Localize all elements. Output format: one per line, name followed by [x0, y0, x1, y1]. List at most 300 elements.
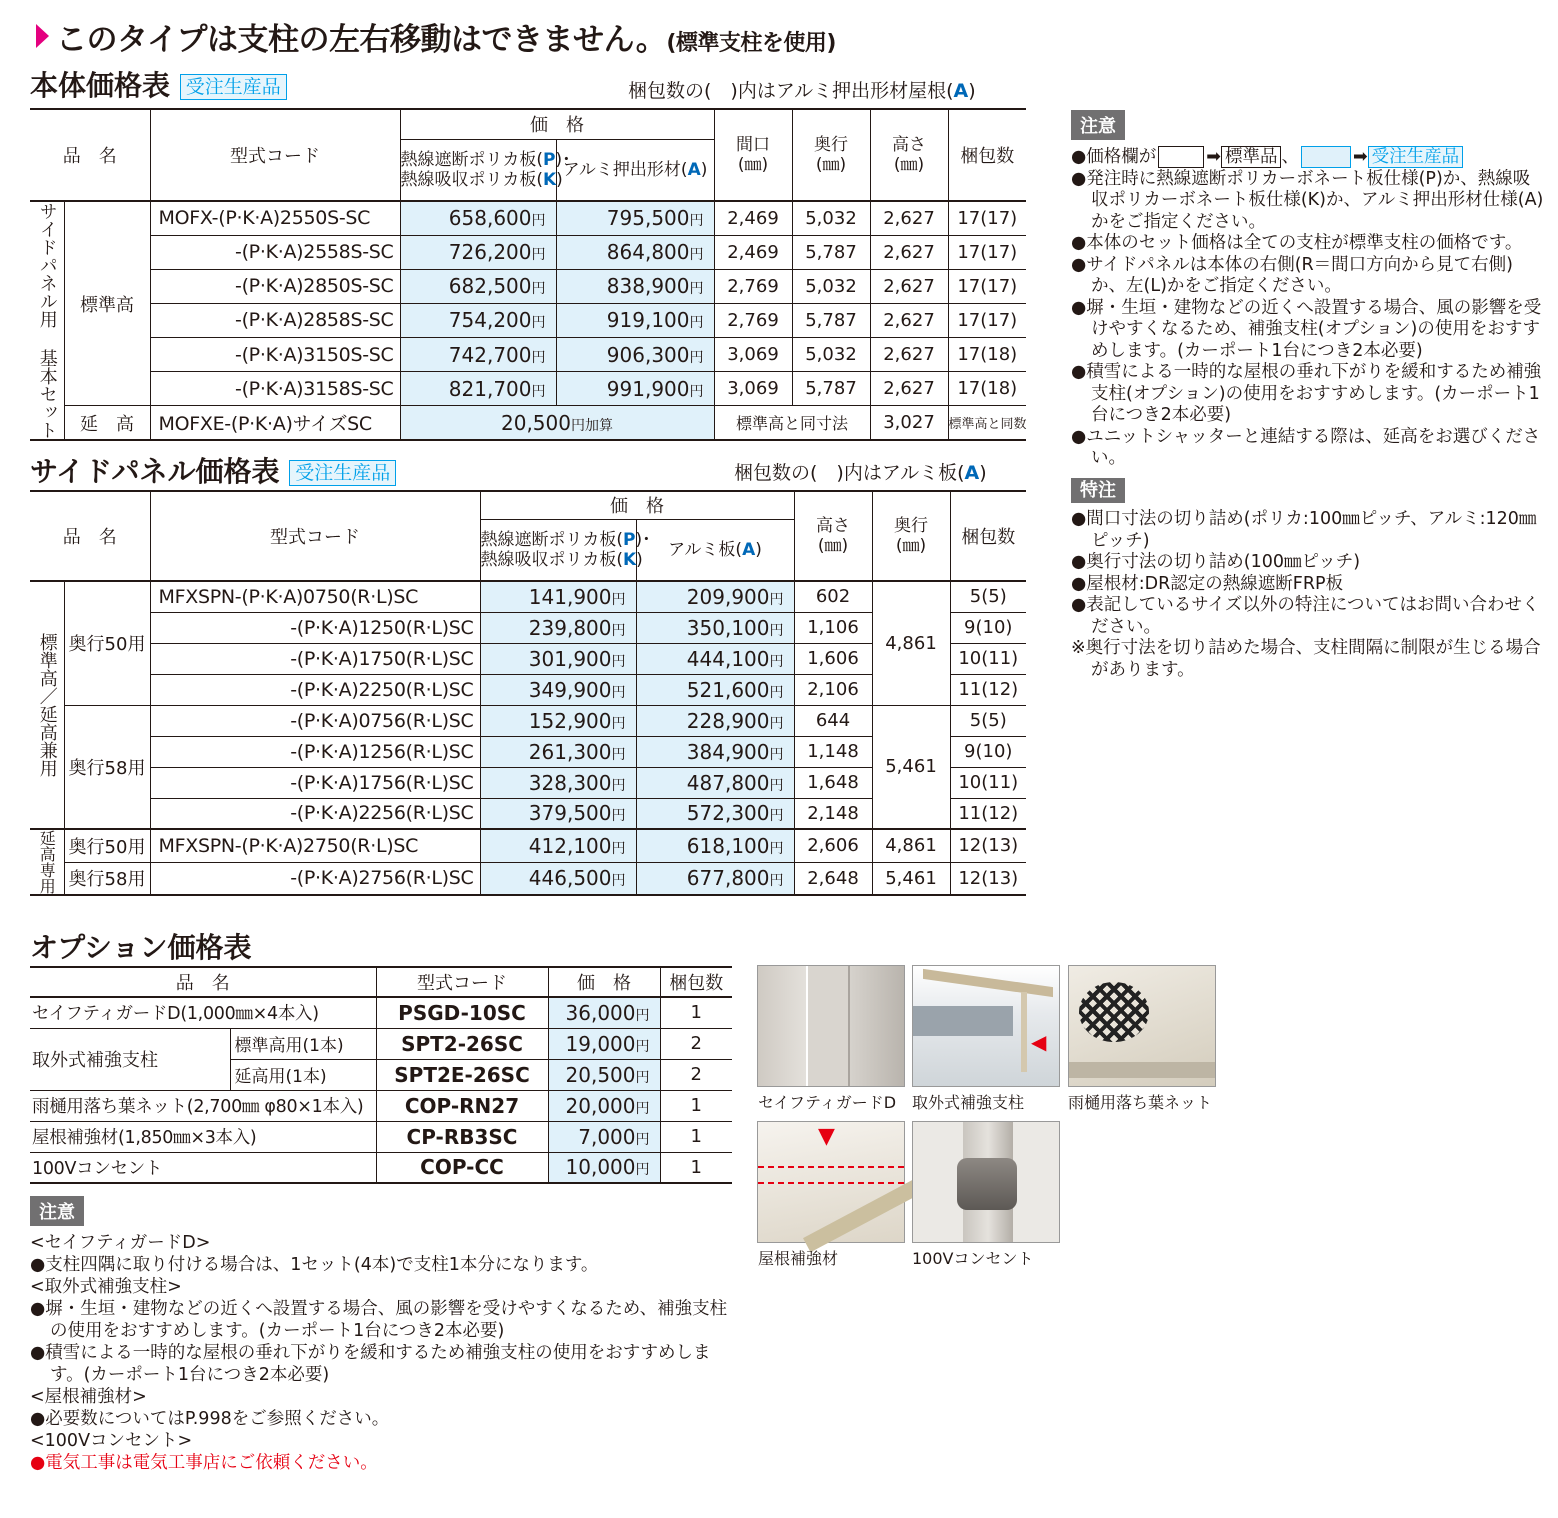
note-item: ●本体のセット価格は全ての支柱が標準支柱の価格です。: [1071, 233, 1523, 253]
pkg-count: 10(11): [950, 767, 1026, 798]
side-hdr-poly1: 熱線遮断ポリカ板(: [480, 529, 623, 550]
special-order-item: ●屋根材:DR認定の熱線遮断FRP板: [1071, 573, 1344, 594]
pkg-note-text: 梱包数の( )内はアルミ押出形材屋根(: [628, 80, 954, 102]
right-notes: [1071, 146, 1547, 681]
pkg-count: 17(17): [948, 235, 1026, 269]
note-item: ●ユニットシャッターと連結する際は、延高をお選びください。: [1071, 426, 1541, 468]
header-pkg: 梱包数: [948, 109, 1026, 201]
option-row: [30, 997, 732, 1028]
table-row-extended: [30, 862, 1026, 895]
yen-unit: 円: [635, 1162, 650, 1179]
hdr-a: A: [687, 159, 701, 180]
price-poly: [480, 829, 636, 862]
special-order-tag-box: [1071, 478, 1547, 504]
red-down-arrow-icon: ▼: [818, 1124, 835, 1149]
right-note-items: [1071, 169, 1547, 470]
dim-d: 5,787: [792, 303, 870, 337]
model-code: -(P·K·A)3150S-SC: [150, 338, 400, 372]
model-code: CP-RB3SC: [376, 1121, 548, 1152]
special-order-tag: 特注: [1071, 478, 1125, 504]
special-order-items: [1071, 509, 1547, 681]
option-table-body: [30, 997, 732, 1183]
dim-d: 5,032: [792, 338, 870, 372]
yen-unit: 円: [611, 591, 626, 608]
hdr-k: K: [542, 169, 557, 190]
photo-leaf-net: [1068, 965, 1216, 1087]
option-row: [30, 1121, 732, 1152]
price-alu-value: 838,900: [606, 274, 690, 299]
side-header-name: 品 名: [30, 491, 150, 581]
photo-roof-reinforcement: [757, 1121, 905, 1243]
yen-unit: 円: [769, 591, 784, 608]
dim-h: 1,648: [794, 767, 872, 798]
price-alu-value: 487,800: [686, 770, 770, 795]
headline-arrow-icon: [36, 24, 49, 48]
option-price-value: 19,000: [565, 1031, 636, 1056]
side-table-title: [30, 450, 396, 490]
model-code: -(P·K·A)1750(R·L)SC: [150, 643, 480, 674]
price-poly-value: 239,800: [528, 615, 612, 640]
subgroup-depth: 奥行50用: [64, 829, 150, 862]
price-poly: [480, 862, 636, 895]
dim-h: 2,106: [794, 674, 872, 705]
dim-h: 2,627: [870, 303, 948, 337]
dim-w: 3,069: [714, 338, 792, 372]
side-hdr-poly1-end: )･: [635, 529, 651, 550]
price-poly-value: 726,200: [448, 240, 532, 265]
price-alu: [636, 829, 794, 862]
subgroup-depth: 奥行58用: [64, 862, 150, 895]
price-alu: [556, 372, 714, 406]
opt-header-code: 型式コード: [376, 967, 548, 997]
table-row: [30, 303, 1026, 337]
side-pkg-note-text: 梱包数の( )内はアルミ板(: [734, 462, 965, 484]
yen-unit: 円: [635, 1069, 650, 1086]
dim-w: 2,469: [714, 235, 792, 269]
price-poly: [480, 736, 636, 767]
pkg-count: 2: [660, 1028, 732, 1059]
model-code: -(P·K·A)0756(R·L)SC: [150, 705, 480, 736]
caption-safety-guard: セイフティガードD: [758, 1093, 897, 1112]
hdr-p: P: [542, 149, 556, 170]
model-code: MOFX-(P·K·A)2550S-SC: [150, 201, 400, 235]
price-poly: [480, 767, 636, 798]
header-poly: [400, 139, 571, 201]
price-poly-value: 446,500: [528, 866, 612, 891]
header-width-text: 間口: [736, 135, 770, 155]
pkg-count: 標準高と同数: [948, 406, 1026, 440]
model-code: -(P·K·A)1256(R·L)SC: [150, 736, 480, 767]
price-poly: [400, 338, 556, 372]
caption-leaf-net: 雨樋用落ち葉ネット: [1068, 1093, 1213, 1112]
special-order-item: ※奥行寸法を切り詰めた場合、支柱間隔に制限が生じる場合があります。: [1071, 638, 1541, 680]
model-code: MOFXE-(P·K·A)サイズSC: [150, 406, 400, 440]
yen-unit: 円: [635, 1007, 650, 1024]
price-alu-value: 572,300: [686, 801, 770, 826]
price-alu: [556, 269, 714, 303]
yen-unit: 円: [611, 622, 626, 639]
price-poly-value: 754,200: [448, 308, 532, 333]
option-note-line: ●必要数についてはP.998をご参照ください。: [30, 1409, 390, 1429]
side-hdr-p: P: [622, 529, 636, 550]
legend-std: 標準品: [1221, 146, 1282, 168]
option-price-value: 10,000: [565, 1155, 636, 1180]
option-note-line: <100Vコンセント>: [30, 1431, 193, 1451]
yen-unit: 円: [611, 840, 626, 857]
photo-outlet: [912, 1121, 1060, 1243]
header-name: 品 名: [30, 109, 150, 201]
dim-w: 2,469: [714, 201, 792, 235]
option-price-table: [30, 966, 732, 1184]
price-alu-value: 919,100: [606, 308, 690, 333]
made-to-order-badge: 受注生産品: [180, 74, 287, 100]
dim-h: 1,106: [794, 612, 872, 643]
photo-roof: [923, 969, 1053, 997]
header-depth-text: 奥行: [814, 135, 848, 155]
pkg-count: 1: [660, 1090, 732, 1121]
option-price-value: 20,500: [565, 1062, 636, 1087]
price-alu-value: 906,300: [606, 342, 690, 367]
price-poly: [400, 235, 556, 269]
yen-unit: 円: [531, 315, 546, 332]
table-row: [30, 235, 1026, 269]
dim-h: 2,627: [870, 235, 948, 269]
price-poly: [480, 643, 636, 674]
option-note-line: ●塀・生垣・建物などの近くへ設置する場合、風の影響を受けやすくなるため、補強支柱の使用をおすすめします。(カーポート1台につき2本必要): [30, 1299, 728, 1341]
yen-unit: 円: [769, 746, 784, 763]
price-poly-value: 682,500: [448, 274, 532, 299]
option-note-tag: 注意: [30, 1196, 84, 1226]
dim-h: 3,027: [870, 406, 948, 440]
dim-d: 5,032: [792, 201, 870, 235]
price-alu: [636, 643, 794, 674]
yen-unit: 円: [611, 715, 626, 732]
option-note-line: <屋根補強材>: [30, 1387, 147, 1407]
option-notes: [30, 1196, 84, 1226]
side-pkg-note-a: A: [964, 462, 980, 484]
yen-unit: 円: [769, 873, 784, 890]
model-code: PSGD-10SC: [376, 997, 548, 1028]
yen-unit: 円: [769, 653, 784, 670]
dim-w: 2,769: [714, 269, 792, 303]
pkg-count: 12(13): [950, 862, 1026, 895]
headline-main: このタイプは支柱の左右移動はできません。: [56, 22, 667, 58]
option-header-row: [30, 967, 732, 997]
red-arrow-icon: ◀: [1031, 1030, 1047, 1054]
side-header-height: [794, 491, 872, 581]
dim-d: 4,861: [872, 581, 950, 705]
price-poly: [400, 303, 556, 337]
model-code: -(P·K·A)3158S-SC: [150, 372, 400, 406]
hdr-poly2: 熱線吸収ポリカ板(: [400, 169, 543, 190]
price-poly-value: 412,100: [528, 833, 612, 858]
price-poly: [480, 798, 636, 829]
side-header-pkg: 梱包数: [950, 491, 1026, 581]
price-poly: [480, 705, 636, 736]
group-label-2: [30, 829, 64, 895]
side-hdr-poly2: 熱線吸収ポリカ板(: [480, 549, 623, 570]
option-price: [548, 997, 660, 1028]
price-poly-value: 141,900: [528, 584, 612, 609]
price-alu: [556, 201, 714, 235]
model-code: -(P·K·A)2256(R·L)SC: [150, 798, 480, 829]
price-alu: [636, 736, 794, 767]
table-row: [30, 201, 1026, 235]
caption-roof-reinforcement: 屋根補強材: [758, 1249, 839, 1268]
pkg-count: 11(12): [950, 674, 1026, 705]
table-row-extended: [30, 829, 1026, 862]
side-header-code: 型式コード: [150, 491, 480, 581]
price-poly: [480, 612, 636, 643]
table-row: [30, 372, 1026, 406]
price-alu: [636, 581, 794, 612]
dim-h: 2,627: [870, 201, 948, 235]
outlet-icon: [957, 1158, 1017, 1210]
legend-sep: 、: [1281, 147, 1299, 167]
model-code: -(P·K·A)2756(R·L)SC: [150, 862, 480, 895]
price-poly-value: 301,900: [528, 646, 612, 671]
header-width: [714, 109, 792, 201]
side-header-price: 価 格: [480, 491, 794, 519]
model-code: COP-RN27: [376, 1090, 548, 1121]
yen-unit: 円: [635, 1131, 650, 1148]
price-poly: [480, 674, 636, 705]
subgroup-extended: 延 高: [64, 406, 150, 440]
group-label-2-text: 延高専用: [37, 830, 57, 894]
legend-blue-box: [1301, 146, 1351, 168]
subgroup-depth50: 奥行50用: [64, 581, 150, 705]
price-poly-value: 328,300: [528, 770, 612, 795]
yen-unit: 円: [689, 247, 704, 264]
yen-unit: 円: [769, 840, 784, 857]
note-item: ●サイドパネルは本体の右側(R＝間口方向から見て右側)か、左(L)かをご指定ください。: [1071, 254, 1514, 296]
header-alu: [556, 139, 714, 201]
made-to-order-badge-2: 受注生産品: [289, 460, 396, 486]
legend-order: 受注生産品: [1368, 146, 1464, 168]
model-code: -(P·K·A)1250(R·L)SC: [150, 612, 480, 643]
dim-h: 2,627: [870, 372, 948, 406]
dim-h: 2,627: [870, 338, 948, 372]
yen-unit: 円: [689, 315, 704, 332]
price-alu: [636, 767, 794, 798]
option-price: [548, 1028, 660, 1059]
note-item: ●積雪による一時的な屋根の垂れ下がりを緩和するため補強支柱(オプション)の使用をおすすめします。(カーポート1台につき2本必要): [1071, 362, 1542, 425]
pkg-count: 9(10): [950, 736, 1026, 767]
caption-removable-support: 取外式補強支柱: [912, 1093, 1025, 1112]
note-item: ●塀・生垣・建物などの近くへ設置する場合、風の影響を受けやすくなるため、補強支柱(オプション)の使用をおすすめします。(カーポート1台につき2本必要): [1071, 297, 1542, 361]
group-label: [30, 581, 64, 829]
dim-h: 602: [794, 581, 872, 612]
right-note-tag: 注意: [1071, 110, 1125, 140]
dim-d: 5,787: [792, 235, 870, 269]
main-price-table: [30, 108, 1026, 441]
photo-safety-guard: [757, 965, 905, 1087]
yen-unit: 円: [611, 808, 626, 825]
option-sub-name: 標準高用(1本): [230, 1028, 376, 1059]
price-alu: [636, 612, 794, 643]
yen-unit: 円: [769, 684, 784, 701]
pkg-count: 1: [660, 997, 732, 1028]
side-hdr-k: K: [622, 549, 637, 570]
side-header-height-text: 高さ: [816, 516, 850, 536]
side-pkg-note-end: ): [979, 462, 987, 484]
pkg-count: 17(18): [948, 372, 1026, 406]
pkg-count: 2: [660, 1059, 732, 1090]
yen-unit: 円: [531, 349, 546, 366]
legend-arrow-icon-2: ➡: [1352, 147, 1368, 167]
price-alu-value: 444,100: [686, 646, 770, 671]
table-row: [30, 705, 1026, 736]
dim-h: 2,627: [870, 269, 948, 303]
price-poly-value: 379,500: [528, 801, 612, 826]
model-code: -(P·K·A)2558S-SC: [150, 235, 400, 269]
hdr-alu: アルミ押出形材(: [562, 159, 688, 180]
model-code: SPT2E-26SC: [376, 1059, 548, 1090]
price-poly: [400, 201, 556, 235]
yen-unit: 円: [531, 213, 546, 230]
pkg-count: 10(11): [950, 643, 1026, 674]
side-pkg-note: [734, 458, 987, 485]
header-height: [870, 109, 948, 201]
yen-unit: 円: [689, 383, 704, 400]
side-header-height-unit: (㎜): [817, 536, 849, 556]
dim-d: 4,861: [872, 829, 950, 862]
special-order-item: ●表記しているサイズ以外の特注についてはお問い合わせください。: [1071, 595, 1540, 637]
photo-gutter: [1069, 1062, 1215, 1078]
pkg-count: 1: [660, 1121, 732, 1152]
pkg-count: 5(5): [950, 581, 1026, 612]
option-price: [548, 1059, 660, 1090]
note-item: ●発注時に熱線遮断ポリカーボネート板仕様(P)か、熱線吸収ポリカーボネート板仕様(K)か、アルミ押出形材仕様(A)かをご指定ください。: [1071, 168, 1544, 232]
photo-removable-support: [912, 965, 1060, 1087]
yen-unit: 円: [689, 213, 704, 230]
table-row: [30, 338, 1026, 372]
photo-net: [1079, 982, 1149, 1042]
pkg-note-a: A: [953, 80, 969, 102]
option-name: 取外式補強支柱: [30, 1028, 230, 1090]
opt-header-price: 価 格: [548, 967, 660, 997]
price-poly: [400, 372, 556, 406]
opt-header-name: 品 名: [30, 967, 376, 997]
photo-support-post: [1021, 992, 1027, 1072]
dim-h: 1,148: [794, 736, 872, 767]
dim-d: 5,032: [792, 269, 870, 303]
price-alu: [636, 798, 794, 829]
option-price: [548, 1090, 660, 1121]
option-price: [548, 1152, 660, 1183]
option-row: [30, 1028, 732, 1059]
table-row: [30, 269, 1026, 303]
yen-unit: 円: [635, 1100, 650, 1117]
dim-same: 標準高と同寸法: [714, 406, 870, 440]
option-name: 100Vコンセント: [30, 1152, 376, 1183]
group-label: [30, 201, 64, 440]
subgroup-standard: 標準高: [64, 201, 150, 406]
price-alu-value: 991,900: [606, 376, 690, 401]
subgroup-depth58: 奥行58用: [64, 705, 150, 829]
price-add-suffix: 円加算: [570, 417, 613, 434]
option-row: [30, 1152, 732, 1183]
option-name: 屋根補強材(1,850㎜×3本入): [30, 1121, 376, 1152]
option-note-line: <取外式補強支柱>: [30, 1277, 182, 1297]
price-poly: [400, 269, 556, 303]
header-depth: [792, 109, 870, 201]
option-price-value: 20,000: [565, 1093, 636, 1118]
table-row-extended: [30, 406, 1026, 440]
price-poly: [480, 581, 636, 612]
price-poly-value: 821,700: [448, 376, 532, 401]
main-table-title: [30, 64, 287, 104]
pkg-count: 1: [660, 1152, 732, 1183]
hdr-alu-end: ): [700, 159, 708, 180]
photo-dashed-line: [758, 1166, 904, 1168]
header-depth-unit: (㎜): [815, 155, 847, 175]
main-table-title-text: 本体価格表: [30, 69, 171, 102]
price-alu-value: 350,100: [686, 615, 770, 640]
special-order-item: ●間口寸法の切り詰め(ポリカ:100㎜ピッチ、アルミ:120㎜ピッチ): [1071, 509, 1537, 551]
side-hdr-a: A: [742, 539, 756, 560]
side-hdr-poly2-end: ): [636, 549, 643, 570]
pkg-count: 17(17): [948, 269, 1026, 303]
legend-line: [1071, 146, 1547, 169]
yen-unit: 円: [689, 281, 704, 298]
price-alu-value: 228,900: [686, 708, 770, 733]
opt-header-pkg: 梱包数: [660, 967, 732, 997]
pkg-count: 12(13): [950, 829, 1026, 862]
dim-h: 2,606: [794, 829, 872, 862]
yen-unit: 円: [611, 873, 626, 890]
photo-pillar: [806, 966, 850, 1086]
price-alu: [636, 674, 794, 705]
dim-d: 5,787: [792, 372, 870, 406]
legend-white-box: [1158, 146, 1204, 168]
price-alu-value: 618,100: [686, 833, 770, 858]
model-code: MFXSPN-(P·K·A)2750(R·L)SC: [150, 829, 480, 862]
price-alu: [556, 303, 714, 337]
yen-unit: 円: [769, 777, 784, 794]
group-label-text: 標準高／延高兼用: [36, 633, 58, 777]
photo-dashed-line-2: [758, 1182, 904, 1184]
option-row: [30, 1090, 732, 1121]
side-hdr-alu-end: ): [755, 539, 762, 560]
option-price: [548, 1121, 660, 1152]
price-alu-value: 209,900: [686, 584, 770, 609]
special-order-item: ●奥行寸法の切り詰め(100㎜ピッチ): [1071, 552, 1361, 572]
pkg-count: 17(17): [948, 303, 1026, 337]
option-table-title: オプション価格表: [30, 931, 252, 964]
option-note-line: <セイフティガードD>: [30, 1233, 211, 1253]
right-note-tag-box: [1071, 110, 1125, 140]
group-label-text: サイドパネル用 基本セット: [36, 202, 58, 439]
price-alu-value: 677,800: [686, 866, 770, 891]
price-add: [400, 406, 714, 440]
main-table-body: [30, 201, 1026, 440]
pkg-count: 11(12): [950, 798, 1026, 829]
yen-unit: 円: [531, 247, 546, 264]
model-code: COP-CC: [376, 1152, 548, 1183]
main-pkg-note: [628, 76, 976, 103]
legend-arrow-icon: ➡: [1206, 147, 1221, 167]
pkg-count: 5(5): [950, 705, 1026, 736]
header-height-unit: (㎜): [893, 155, 925, 175]
side-header-alu: [636, 519, 794, 581]
header-code: 型式コード: [150, 109, 400, 201]
yen-unit: 円: [611, 746, 626, 763]
option-sub-name: 延高用(1本): [230, 1059, 376, 1090]
yen-unit: 円: [531, 281, 546, 298]
price-add-value: 20,500: [501, 410, 571, 435]
table-row: [30, 581, 1026, 612]
